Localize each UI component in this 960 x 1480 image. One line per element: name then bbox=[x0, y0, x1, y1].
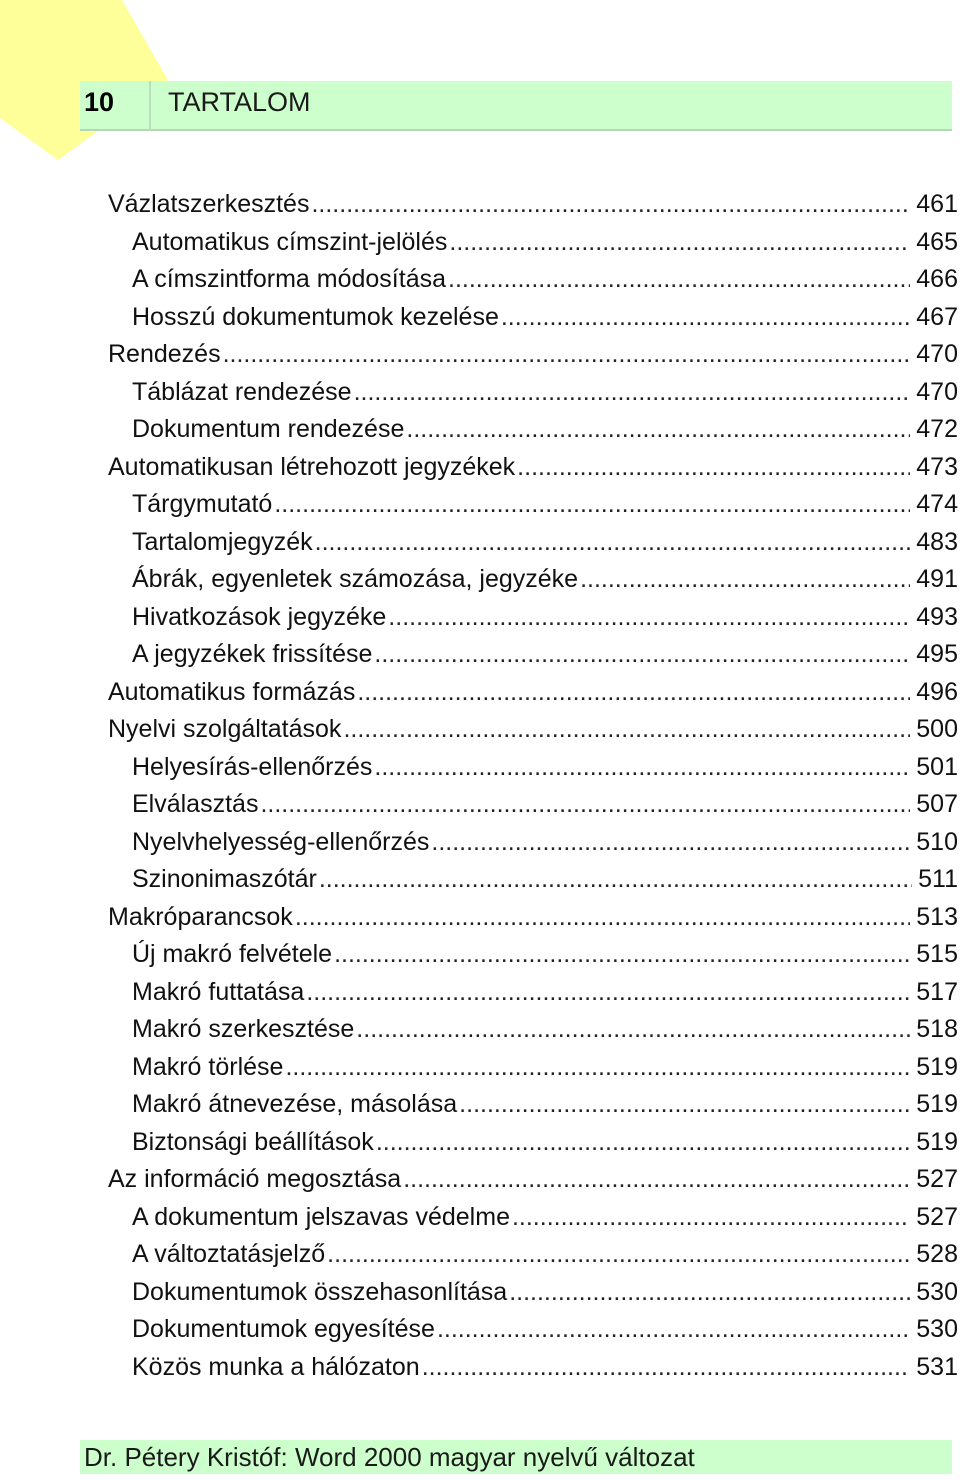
toc-entry bbox=[108, 1199, 958, 1237]
toc-entry-page: 527 bbox=[916, 1202, 958, 1231]
toc-entry bbox=[108, 824, 958, 862]
toc-entry-page: 501 bbox=[916, 752, 958, 781]
toc-entry-title: Szinonimaszótár bbox=[132, 865, 317, 893]
toc-dot-leader bbox=[327, 1236, 910, 1274]
toc-entry-title: Automatikus formázás bbox=[108, 677, 356, 706]
toc-entry-title: A jegyzékek frissítése bbox=[132, 640, 373, 668]
toc-dot-leader bbox=[295, 899, 910, 937]
toc-entry bbox=[108, 561, 958, 599]
toc-dot-leader bbox=[274, 486, 910, 524]
toc-entry-page: 518 bbox=[916, 1015, 958, 1043]
toc-dot-leader bbox=[223, 336, 911, 374]
toc-entry bbox=[108, 411, 958, 449]
toc-dot-leader bbox=[315, 524, 911, 562]
toc-entry bbox=[108, 936, 958, 974]
toc-entry bbox=[108, 374, 958, 412]
toc-entry-title: Automatikusan létrehozott jegyzékek bbox=[108, 452, 516, 481]
toc-dot-leader bbox=[354, 374, 911, 412]
page-number: 10 bbox=[84, 87, 115, 117]
toc-entry-title: Nyelvi szolgáltatások bbox=[108, 715, 342, 743]
toc-entry-title: Automatikus címszint-jelölés bbox=[132, 227, 448, 256]
toc-entry bbox=[108, 1236, 958, 1274]
toc-entry-page: 513 bbox=[916, 902, 958, 931]
toc-entry-title: Helyesírás-ellenőrzés bbox=[132, 752, 373, 781]
toc-entry-title: A címszintforma módosítása bbox=[132, 265, 447, 293]
toc-entry-title: Tárgymutató bbox=[132, 490, 273, 518]
toc-entry-page: 483 bbox=[916, 527, 958, 556]
table-of-contents bbox=[108, 186, 958, 1386]
toc-entry bbox=[108, 524, 958, 562]
toc-entry-page: 491 bbox=[916, 565, 958, 593]
toc-dot-leader bbox=[388, 599, 910, 637]
toc-entry-title: Makróparancsok bbox=[108, 902, 293, 931]
toc-entry bbox=[108, 899, 958, 937]
toc-dot-leader bbox=[374, 749, 910, 787]
toc-dot-leader bbox=[459, 1086, 910, 1124]
toc-entry bbox=[108, 749, 958, 787]
toc-entry bbox=[108, 336, 958, 374]
toc-entry-page: 473 bbox=[916, 452, 958, 481]
chapter-title: TARTALOM bbox=[168, 87, 311, 117]
toc-dot-leader bbox=[431, 824, 910, 862]
toc-dot-leader bbox=[306, 974, 910, 1012]
toc-entry-title: Hivatkozások jegyzéke bbox=[132, 602, 387, 631]
toc-entry-title: Új makró felvétele bbox=[132, 940, 333, 968]
toc-dot-leader bbox=[260, 786, 910, 824]
toc-dot-leader bbox=[403, 1161, 910, 1199]
toc-entry-page: 472 bbox=[916, 415, 958, 443]
toc-dot-leader bbox=[334, 936, 910, 974]
toc-entry-page: 496 bbox=[916, 677, 958, 706]
toc-entry bbox=[108, 224, 958, 262]
toc-dot-leader bbox=[422, 1349, 911, 1387]
toc-entry-title: Rendezés bbox=[108, 340, 221, 368]
toc-entry-page: 530 bbox=[916, 1277, 958, 1306]
toc-entry-title: Nyelvhelyesség-ellenőrzés bbox=[132, 827, 430, 856]
toc-dot-leader bbox=[437, 1311, 910, 1349]
toc-dot-leader bbox=[285, 1049, 910, 1087]
toc-dot-leader bbox=[512, 1199, 910, 1237]
toc-entry-title: Elválasztás bbox=[132, 790, 259, 818]
toc-entry-page: 527 bbox=[916, 1165, 958, 1193]
toc-entry bbox=[108, 1161, 958, 1199]
toc-entry-title: A változtatásjelző bbox=[132, 1240, 326, 1268]
toc-entry-page: 530 bbox=[916, 1315, 958, 1343]
toc-entry bbox=[108, 1011, 958, 1049]
toc-dot-leader bbox=[449, 224, 910, 262]
toc-entry-page: 470 bbox=[916, 340, 958, 368]
toc-entry bbox=[108, 1349, 958, 1387]
toc-entry bbox=[108, 636, 958, 674]
header-divider bbox=[149, 81, 151, 131]
toc-dot-leader bbox=[374, 636, 910, 674]
toc-entry-page: 493 bbox=[916, 602, 958, 631]
toc-dot-leader bbox=[406, 411, 910, 449]
toc-entry-title: Dokumentumok összehasonlítása bbox=[132, 1277, 508, 1306]
toc-entry-page: 470 bbox=[916, 377, 958, 406]
toc-entry-title: Vázlatszerkesztés bbox=[108, 190, 310, 218]
toc-entry-page: 500 bbox=[916, 715, 958, 743]
toc-entry-page: 510 bbox=[916, 827, 958, 856]
toc-entry bbox=[108, 711, 958, 749]
toc-entry-page: 507 bbox=[916, 790, 958, 818]
toc-entry-title: Dokumentumok egyesítése bbox=[132, 1315, 435, 1343]
toc-entry-title: Dokumentum rendezése bbox=[132, 415, 405, 443]
toc-entry-title: Az információ megosztása bbox=[108, 1165, 402, 1193]
toc-entry-title: Ábrák, egyenletek számozása, jegyzéke bbox=[132, 565, 579, 593]
toc-entry-title: Makró futtatása bbox=[132, 977, 305, 1006]
toc-dot-leader bbox=[356, 1011, 910, 1049]
toc-entry-page: 531 bbox=[916, 1352, 958, 1381]
toc-dot-leader bbox=[357, 674, 910, 712]
toc-entry-page: 495 bbox=[916, 640, 958, 668]
toc-dot-leader bbox=[580, 561, 910, 599]
toc-entry-page: 466 bbox=[916, 265, 958, 293]
toc-entry bbox=[108, 1274, 958, 1312]
toc-entry-title: Makró szerkesztése bbox=[132, 1015, 355, 1043]
toc-dot-leader bbox=[501, 299, 910, 337]
toc-entry bbox=[108, 674, 958, 712]
toc-entry bbox=[108, 186, 958, 224]
toc-entry bbox=[108, 449, 958, 487]
footer-text: Dr. Pétery Kristóf: Word 2000 magyar nyelvű változat bbox=[84, 1442, 695, 1472]
toc-entry-title: Biztonsági beállítások bbox=[132, 1127, 374, 1156]
toc-entry bbox=[108, 599, 958, 637]
toc-entry-title: Hosszú dokumentumok kezelése bbox=[132, 302, 499, 331]
toc-entry-page: 519 bbox=[916, 1052, 958, 1081]
toc-dot-leader bbox=[319, 861, 912, 899]
toc-entry-title: Táblázat rendezése bbox=[132, 377, 352, 406]
toc-entry-page: 467 bbox=[916, 302, 958, 331]
toc-entry bbox=[108, 861, 958, 899]
toc-entry-title: A dokumentum jelszavas védelme bbox=[132, 1202, 510, 1231]
toc-entry bbox=[108, 1311, 958, 1349]
toc-entry bbox=[108, 786, 958, 824]
toc-entry-page: 511 bbox=[918, 865, 958, 893]
toc-entry-title: Makró törlése bbox=[132, 1052, 284, 1081]
toc-entry bbox=[108, 299, 958, 337]
toc-dot-leader bbox=[509, 1274, 910, 1312]
toc-entry-page: 474 bbox=[916, 490, 958, 518]
toc-entry-page: 517 bbox=[916, 977, 958, 1006]
toc-entry-page: 528 bbox=[916, 1240, 958, 1268]
toc-dot-leader bbox=[343, 711, 910, 749]
toc-entry bbox=[108, 1049, 958, 1087]
toc-entry bbox=[108, 486, 958, 524]
toc-entry-page: 461 bbox=[916, 190, 958, 218]
toc-entry bbox=[108, 1086, 958, 1124]
toc-entry-page: 465 bbox=[916, 227, 958, 256]
toc-entry-page: 515 bbox=[916, 940, 958, 968]
toc-entry bbox=[108, 974, 958, 1012]
toc-entry bbox=[108, 1124, 958, 1162]
toc-entry bbox=[108, 261, 958, 299]
toc-dot-leader bbox=[517, 449, 910, 487]
toc-entry-title: Közös munka a hálózaton bbox=[132, 1352, 420, 1381]
toc-entry-page: 519 bbox=[916, 1090, 958, 1118]
toc-entry-title: Makró átnevezése, másolása bbox=[132, 1090, 458, 1118]
toc-dot-leader bbox=[376, 1124, 910, 1162]
toc-entry-page: 519 bbox=[916, 1127, 958, 1156]
toc-dot-leader bbox=[448, 261, 910, 299]
toc-dot-leader bbox=[311, 186, 910, 224]
toc-entry-title: Tartalomjegyzék bbox=[132, 527, 313, 556]
